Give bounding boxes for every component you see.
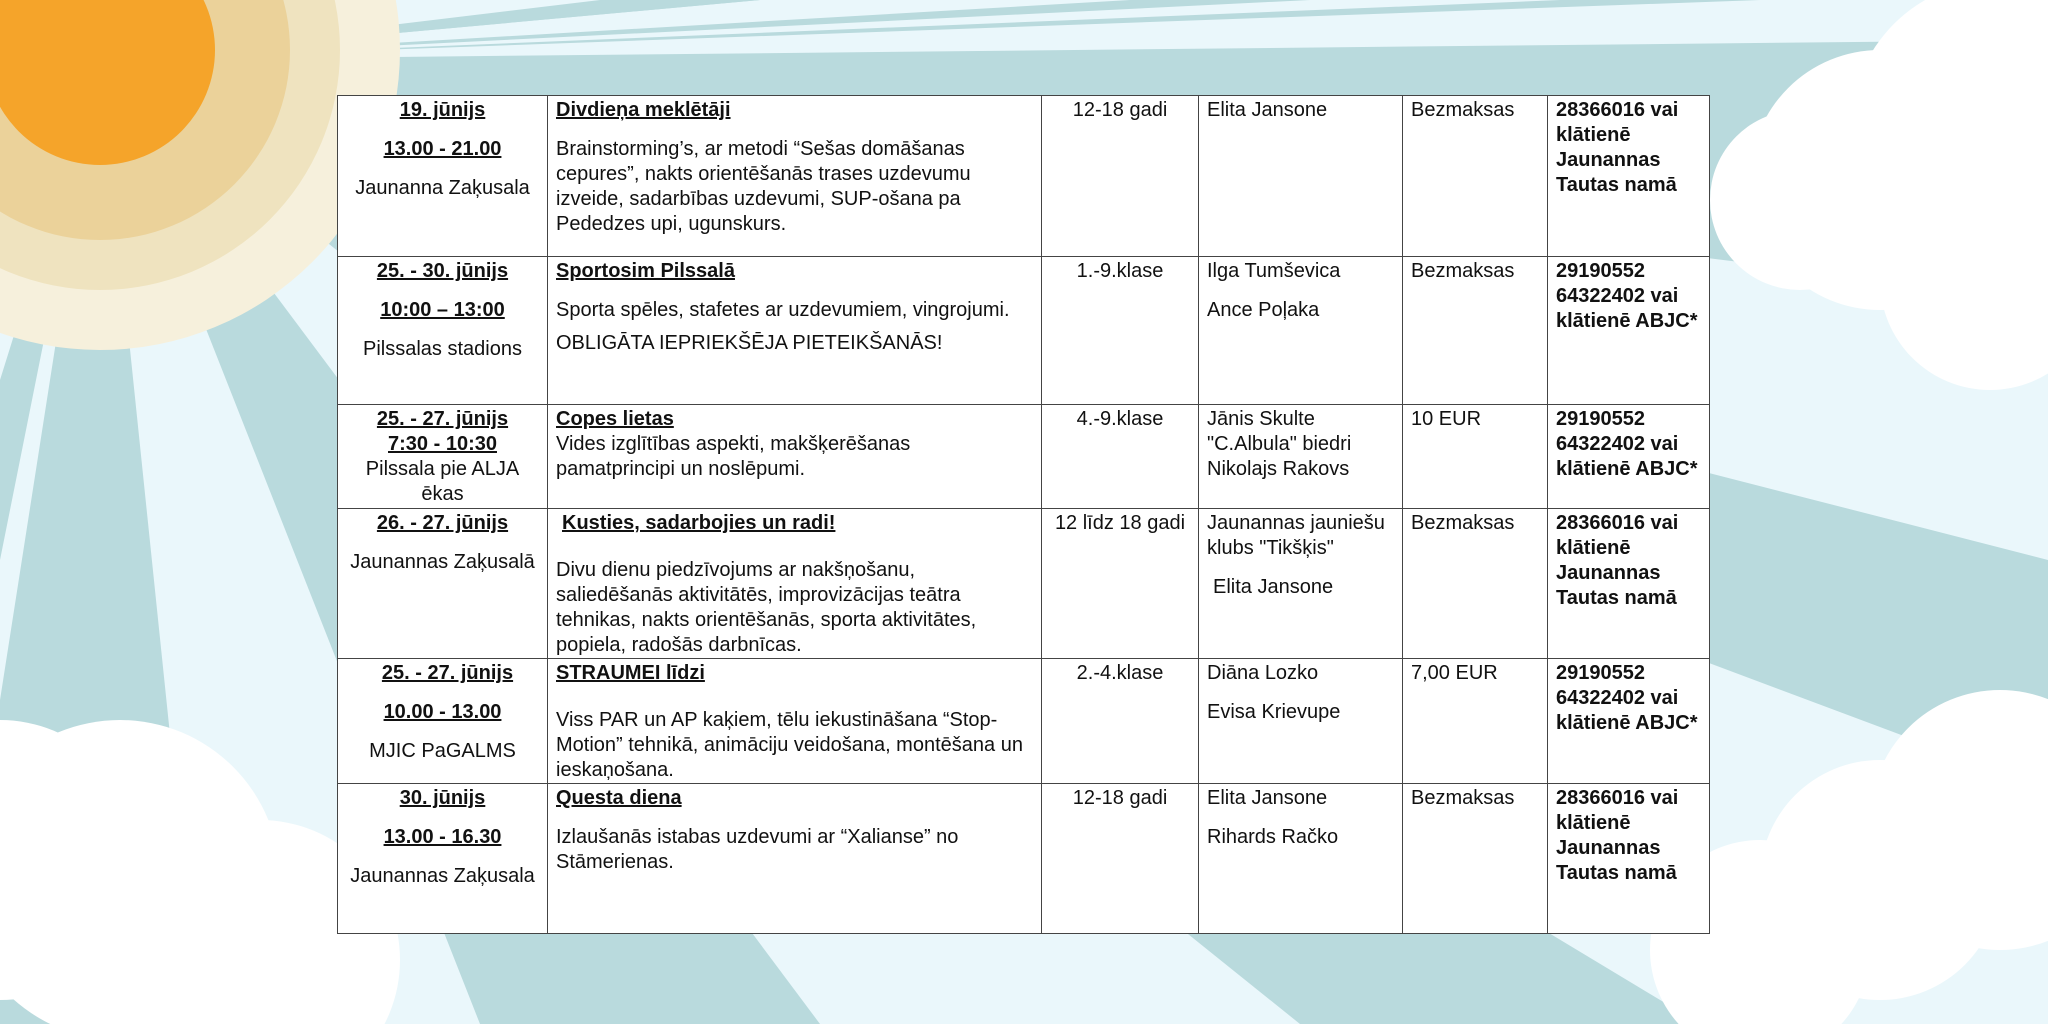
activity-cell	[548, 405, 1042, 509]
event-contact: 28366016 vai klātienē Jaunannas Tautas namā	[1548, 509, 1710, 659]
leaders-cell	[1199, 257, 1403, 405]
event-place: Jaunannas Zaķusala	[350, 865, 535, 887]
event-place: Pilssalas stadions	[363, 338, 522, 360]
event-time: 10:00 – 13:00	[380, 299, 505, 321]
event-leader: Jaunannas jauniešu klubs "Tikšķis"	[1207, 512, 1385, 559]
event-title: Sportosim Pilssalā	[556, 260, 735, 282]
leaders-cell	[1199, 96, 1403, 257]
event-date: 19. jūnijs	[399, 99, 486, 121]
event-contact: 29190552 64322402 vai klātienē ABJC*	[1548, 405, 1710, 509]
date-cell	[338, 96, 548, 257]
activity-cell	[548, 509, 1042, 659]
event-contact: 29190552 64322402 vai klātienē ABJC*	[1548, 659, 1710, 784]
event-title: Kusties, sadarbojies un radi!	[562, 512, 836, 534]
event-contact: 29190552 64322402 vai klātienē ABJC*	[1548, 257, 1710, 405]
event-price: Bezmaksas	[1403, 96, 1548, 257]
event-place: Jaunanna Zaķusala	[355, 177, 530, 199]
event-title: Questa diena	[556, 787, 682, 809]
event-title: Copes lietas	[556, 408, 674, 430]
leaders-cell	[1199, 784, 1403, 934]
event-time: 13.00 - 21.00	[383, 138, 502, 160]
event-place: Pilssala pie ALJA ēkas	[365, 458, 520, 505]
event-date: 26. - 27. jūnijs	[376, 512, 509, 534]
event-date: 30. jūnijs	[399, 787, 486, 809]
event-description: Izlaušanās istabas uzdevumi ar “Xalianse” no Stāmerienas.	[556, 826, 959, 873]
event-leader: Elita Jansone	[1207, 787, 1328, 809]
event-leader: Elita Jansone	[1213, 576, 1334, 598]
table-row	[338, 96, 1710, 257]
event-time: 7:30 - 10:30	[388, 433, 497, 455]
event-leader: Rihards Račko	[1207, 826, 1339, 848]
event-price: Bezmaksas	[1403, 784, 1548, 934]
table-row	[338, 659, 1710, 784]
date-cell	[338, 257, 548, 405]
activity-cell	[548, 659, 1042, 784]
table-row	[338, 405, 1710, 509]
events-table	[337, 95, 1710, 934]
event-price: 10 EUR	[1403, 405, 1548, 509]
event-leader: Elita Jansone	[1207, 99, 1328, 121]
event-time: 10.00 - 13.00	[383, 701, 502, 723]
event-price: 7,00 EUR	[1403, 659, 1548, 784]
event-leader: Diāna Lozko	[1207, 662, 1319, 684]
event-description: Sporta spēles, stafetes ar uzdevumiem, vingrojumi.	[556, 299, 1010, 321]
event-leader: "C.Albula" biedri	[1207, 433, 1352, 455]
table-row	[338, 784, 1710, 934]
event-description: Viss PAR un AP kaķiem, tēlu iekustināšana “Stop-Motion” tehnikā, animāciju veidošana, montēšana un ieskaņošana.	[556, 709, 1023, 781]
event-description: Divu dienu piedzīvojums ar nakšņošanu, saliedēšanās aktivitātēs, improvizācijas teātra tehnikas, nakts orientēšanās, sporta aktivitātes, popiela, radošās darbnīcas.	[556, 559, 977, 656]
activity-cell	[548, 257, 1042, 405]
event-contact: 28366016 vai klātienē Jaunannas Tautas namā	[1548, 96, 1710, 257]
date-cell	[338, 405, 548, 509]
event-audience: 1.-9.klase	[1042, 257, 1199, 405]
event-audience: 4.-9.klase	[1042, 405, 1199, 509]
event-date: 25. - 30. jūnijs	[376, 260, 509, 282]
event-audience: 12-18 gadi	[1042, 784, 1199, 934]
event-date: 25. - 27. jūnijs	[381, 662, 514, 684]
table-row	[338, 257, 1710, 405]
date-cell	[338, 784, 548, 934]
event-leader: Ance Poļaka	[1207, 299, 1320, 321]
activity-cell	[548, 96, 1042, 257]
event-title: STRAUMEI līdzi	[556, 662, 705, 684]
event-time: 13.00 - 16.30	[383, 826, 502, 848]
event-leader: Jānis Skulte	[1207, 408, 1315, 430]
event-audience: 2.-4.klase	[1042, 659, 1199, 784]
event-leader: Evisa Krievupe	[1207, 701, 1341, 723]
event-audience: 12-18 gadi	[1042, 96, 1199, 257]
event-place: Jaunannas Zaķusalā	[350, 551, 535, 573]
event-leader: Ilga Tumševica	[1207, 260, 1341, 282]
event-description: Brainstorming’s, ar metodi “Sešas domāšanas cepures”, nakts orientēšanās trases uzdevumu izveide, sadarbības uzdevumi, SUP-ošana pa Pededzes upi, ugunskurs.	[556, 138, 971, 235]
event-leader: Nikolajs Rakovs	[1207, 458, 1350, 480]
date-cell	[338, 509, 548, 659]
date-cell	[338, 659, 548, 784]
event-price: Bezmaksas	[1403, 257, 1548, 405]
leaders-cell	[1199, 405, 1403, 509]
leaders-cell	[1199, 509, 1403, 659]
event-title: Divdieņa meklētāji	[556, 99, 731, 121]
event-audience: 12 līdz 18 gadi	[1042, 509, 1199, 659]
event-note: OBLIGĀTA IEPRIEKŠĒJA PIETEIKŠANĀS!	[556, 332, 943, 354]
event-contact: 28366016 vai klātienē Jaunannas Tautas namā	[1548, 784, 1710, 934]
event-place: MJIC PaGALMS	[369, 740, 516, 762]
event-price: Bezmaksas	[1403, 509, 1548, 659]
event-description: Vides izglītības aspekti, makšķerēšanas pamatprincipi un noslēpumi.	[556, 433, 911, 480]
leaders-cell	[1199, 659, 1403, 784]
activity-cell	[548, 784, 1042, 934]
table-row	[338, 509, 1710, 659]
event-date: 25. - 27. jūnijs	[376, 408, 509, 430]
